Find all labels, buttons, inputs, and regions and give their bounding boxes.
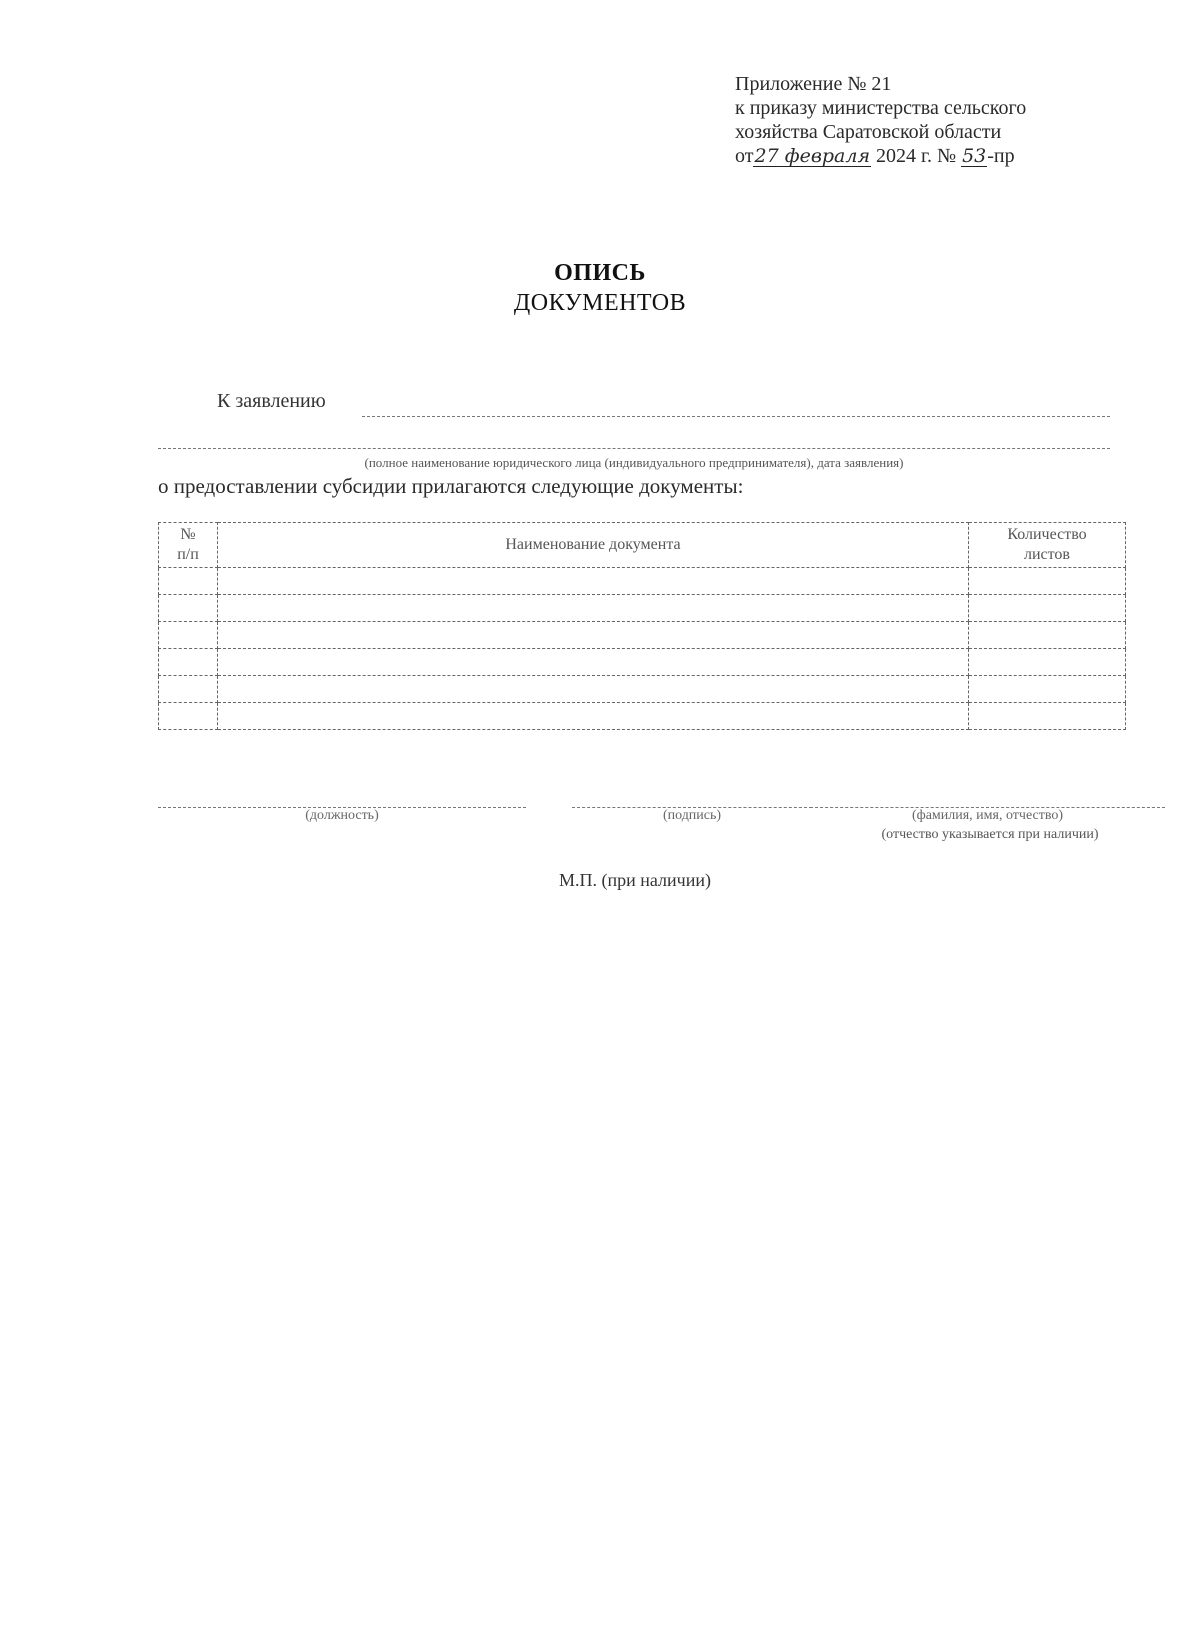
row-number-cell[interactable]: [159, 676, 218, 703]
row-sheet-count-cell[interactable]: [969, 703, 1126, 730]
header-number-symbol: №: [180, 526, 196, 543]
year-text: 2024 г. №: [876, 145, 957, 167]
row-document-name-cell[interactable]: [218, 622, 969, 649]
applicant-name-caption: (полное наименование юридического лица (индивидуального предпринимателя), дата заявления): [364, 455, 904, 470]
date-prefix: от: [735, 145, 754, 167]
documents-table: [158, 522, 1126, 730]
appendix-title: Приложение № 21: [735, 73, 892, 95]
title-line-1: ОПИСЬ: [554, 260, 646, 286]
documents-intro: о предоставлении субсидии прилагаются следующие документы:: [158, 474, 744, 498]
header-number-abbr: п/п: [177, 546, 199, 563]
header-sheet-count: [969, 523, 1126, 568]
table-row: [159, 622, 1126, 649]
table-row: [159, 649, 1126, 676]
table-row: [159, 568, 1126, 595]
header-qty-line-1: Количество: [1007, 526, 1087, 543]
table-row: [159, 676, 1126, 703]
row-number-cell[interactable]: [159, 568, 218, 595]
row-document-name-cell[interactable]: [218, 676, 969, 703]
row-number-cell[interactable]: [159, 703, 218, 730]
table-row: [159, 703, 1126, 730]
position-caption: (должность): [305, 808, 379, 823]
application-label: К заявлению: [217, 390, 326, 412]
full-name-caption: (фамилия, имя, отчество): [911, 808, 1064, 823]
title-line-2: ДОКУМЕНТОВ: [513, 290, 687, 316]
row-document-name-cell[interactable]: [218, 649, 969, 676]
handwritten-number: 53: [962, 145, 987, 167]
signature-caption: (подпись): [662, 808, 722, 823]
applicant-name-fill-line[interactable]: [158, 448, 1110, 449]
seal-place: М.П. (при наличии): [559, 870, 711, 890]
appendix-ministry-line: хозяйства Саратовской области: [735, 121, 1002, 143]
row-number-cell[interactable]: [159, 649, 218, 676]
table-header-row: [159, 523, 1126, 568]
header-number: [159, 523, 218, 568]
application-fill-line[interactable]: [362, 416, 1110, 417]
row-sheet-count-cell[interactable]: [969, 649, 1126, 676]
row-document-name-cell[interactable]: [218, 568, 969, 595]
appendix-header: [735, 72, 1026, 168]
row-sheet-count-cell[interactable]: [969, 622, 1126, 649]
row-document-name-cell[interactable]: [218, 595, 969, 622]
document-title: [0, 258, 1200, 318]
appendix-order-line: к приказу министерства сельского: [735, 97, 1027, 119]
header-document-name: Наименование документа: [218, 523, 969, 568]
row-sheet-count-cell[interactable]: [969, 676, 1126, 703]
handwritten-date: 27 февраля: [754, 145, 871, 167]
row-document-name-cell[interactable]: [218, 703, 969, 730]
row-sheet-count-cell[interactable]: [969, 595, 1126, 622]
header-qty-line-2: листов: [1024, 546, 1070, 563]
table-body: [159, 568, 1126, 730]
row-number-cell[interactable]: [159, 595, 218, 622]
patronymic-note: (отчество указывается при наличии): [881, 827, 1099, 842]
row-sheet-count-cell[interactable]: [969, 568, 1126, 595]
row-number-cell[interactable]: [159, 622, 218, 649]
table-row: [159, 595, 1126, 622]
number-suffix: -пр: [987, 145, 1015, 167]
appendix-date-line: [735, 144, 1026, 168]
